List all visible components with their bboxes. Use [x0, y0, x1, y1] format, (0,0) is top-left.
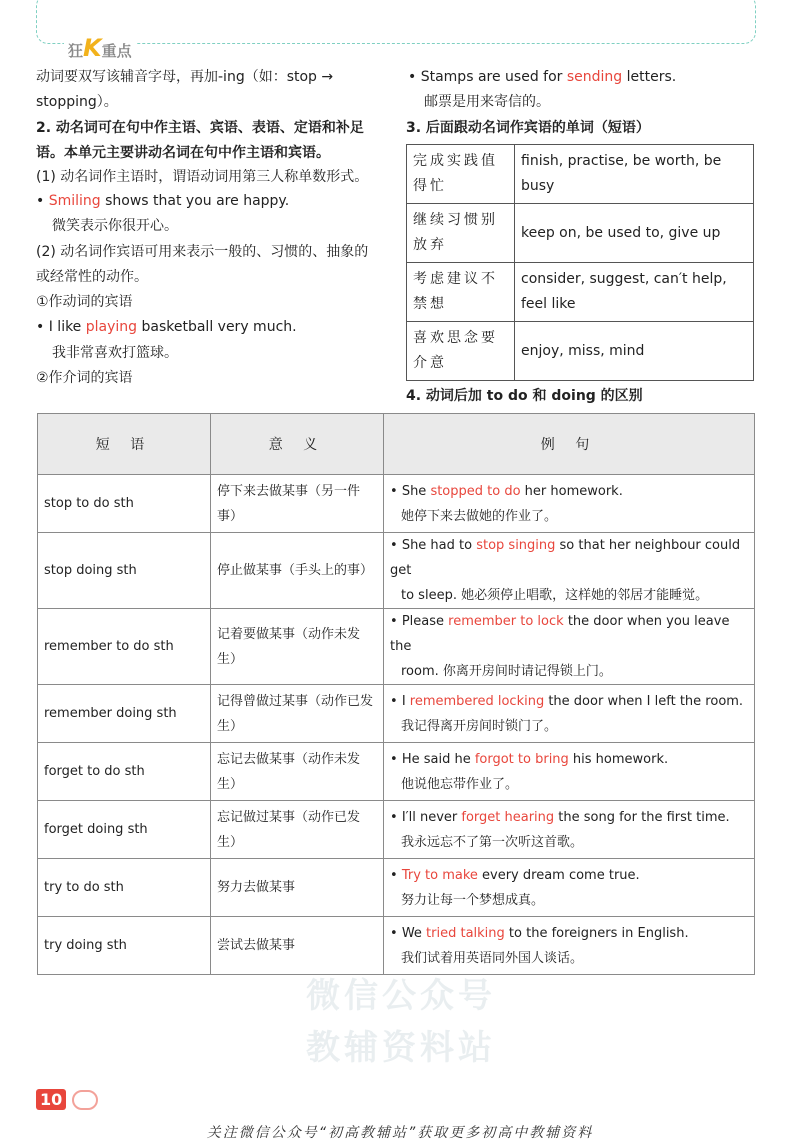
- table-row: [407, 263, 754, 322]
- to-do-vs-doing-table: [37, 413, 755, 975]
- meaning-cell: 考虑建议不禁想: [407, 263, 515, 322]
- meaning-cell: 记着要做某事（动作未发生）: [211, 609, 384, 685]
- table-row: [407, 322, 754, 381]
- phrase-cell: stop to do sth: [38, 475, 211, 533]
- example-cell: • He said he forgot to bring his homework. 他说他忘带作业了。: [384, 743, 755, 801]
- meaning-cell: 努力去做某事: [211, 859, 384, 917]
- meaning-cell: 继续习惯别放弃: [407, 204, 515, 263]
- phrase-cell: remember doing sth: [38, 685, 211, 743]
- phrase-cell: forget doing sth: [38, 801, 211, 859]
- page-number: 10: [36, 1089, 66, 1110]
- phrase-cell: stop doing sth: [38, 533, 211, 609]
- meaning-cell: 尝试去做某事: [211, 917, 384, 975]
- example-1: • Smiling shows that you are happy.: [36, 189, 289, 214]
- words-cell: keep on, be used to, give up: [515, 204, 754, 263]
- header-phrase: 短 语: [38, 414, 211, 475]
- intro-line-1: 动词要双写该辅音字母，再加-ing（如：stop →: [36, 69, 334, 85]
- table-row: [407, 145, 754, 204]
- point2-title-2: 语。本单元主要讲动名词在句中作主语和宾语。: [36, 145, 330, 161]
- meaning-cell: 停下来去做某事（另一件事）: [211, 475, 384, 533]
- table-header-row: [38, 414, 755, 475]
- point2-title-1: 2. 动名词可在句中作主语、宾语、表语、定语和补足: [36, 120, 364, 136]
- sub-point-2-line1: (2) 动名词作宾语可用来表示一般的、习惯的、抽象的: [36, 244, 369, 260]
- phrase-cell: remember to do sth: [38, 609, 211, 685]
- table-row: [38, 533, 755, 609]
- example-cell: • Try to make every dream come true. 努力让每一个梦想成真。: [384, 859, 755, 917]
- sub-point-1: (1) 动名词作主语时，谓语动词用第三人称单数形式。: [36, 169, 369, 185]
- table-row: [407, 204, 754, 263]
- meaning-cell: 记得曾做过某事（动作已发生）: [211, 685, 384, 743]
- table-row: [38, 609, 755, 685]
- example-cell: • She stopped to do her homework. 她停下来去做她的作业了。: [384, 475, 755, 533]
- meaning-cell: 完成实践值得忙: [407, 145, 515, 204]
- header-frame: [36, 0, 756, 44]
- case-1: ①作动词的宾语: [36, 294, 133, 310]
- page-number-decoration: [72, 1090, 98, 1110]
- example-cell: • We tried talking to the foreigners in English. 我们试着用英语同外国人谈话。: [384, 917, 755, 975]
- phrase-cell: forget to do sth: [38, 743, 211, 801]
- words-cell: finish, practise, be worth, be busy: [515, 145, 754, 204]
- table-row: [38, 859, 755, 917]
- table-row: [38, 685, 755, 743]
- example-cell: • She had to stop singing so that her neighbour could get to sleep. 她必须停止唱歌，这样她的邻居才能睡觉。: [384, 533, 755, 609]
- table-row: [38, 917, 755, 975]
- example-2: • I like playing basketball very much.: [36, 315, 297, 340]
- sub-point-2-line2: 或经常性的动作。: [36, 269, 148, 285]
- meaning-cell: 喜欢思念要介意: [407, 322, 515, 381]
- table-row: [38, 743, 755, 801]
- table-row: [38, 801, 755, 859]
- words-cell: consider, suggest, can′t help, feel like: [515, 263, 754, 322]
- footer-note: 关注微信公众号“初高教辅站”获取更多初高中教辅资料: [206, 1125, 594, 1141]
- header-meaning: 意 义: [211, 414, 384, 475]
- phrase-cell: try doing sth: [38, 917, 211, 975]
- example-2-cn: 我非常喜欢打篮球。: [52, 345, 178, 361]
- gerund-words-table: [406, 144, 754, 381]
- phrase-cell: try to do sth: [38, 859, 211, 917]
- section-logo: 狂K重点: [64, 34, 136, 62]
- point3-title: 3. 后面跟动名词作宾语的单词（短语）: [406, 120, 650, 136]
- watermark-line2: 教辅资料站: [306, 1028, 496, 1068]
- table-row: [38, 475, 755, 533]
- example-1-cn: 微笑表示你很开心。: [52, 218, 178, 234]
- meaning-cell: 忘记做过某事（动作已发生）: [211, 801, 384, 859]
- words-cell: enjoy, miss, mind: [515, 322, 754, 381]
- watermark-line1: 微信公众号: [306, 976, 496, 1016]
- intro-line-2: stopping）。: [36, 94, 118, 110]
- example-3-cn: 邮票是用来寄信的。: [424, 94, 550, 110]
- example-cell: • I′ll never forget hearing the song for the first time. 我永远忘不了第一次听这首歌。: [384, 801, 755, 859]
- example-3: • Stamps are used for sending letters.: [408, 65, 676, 90]
- meaning-cell: 忘记去做某事（动作未发生）: [211, 743, 384, 801]
- header-example: 例 句: [384, 414, 755, 475]
- case-2: ②作介词的宾语: [36, 370, 133, 386]
- example-cell: • Please remember to lock the door when you leave the room. 你离开房间时请记得锁上门。: [384, 609, 755, 685]
- point4-title: 4. 动词后加 to do 和 doing 的区别: [406, 388, 643, 404]
- meaning-cell: 停止做某事（手头上的事）: [211, 533, 384, 609]
- example-cell: • I remembered locking the door when I left the room. 我记得离开房间时锁门了。: [384, 685, 755, 743]
